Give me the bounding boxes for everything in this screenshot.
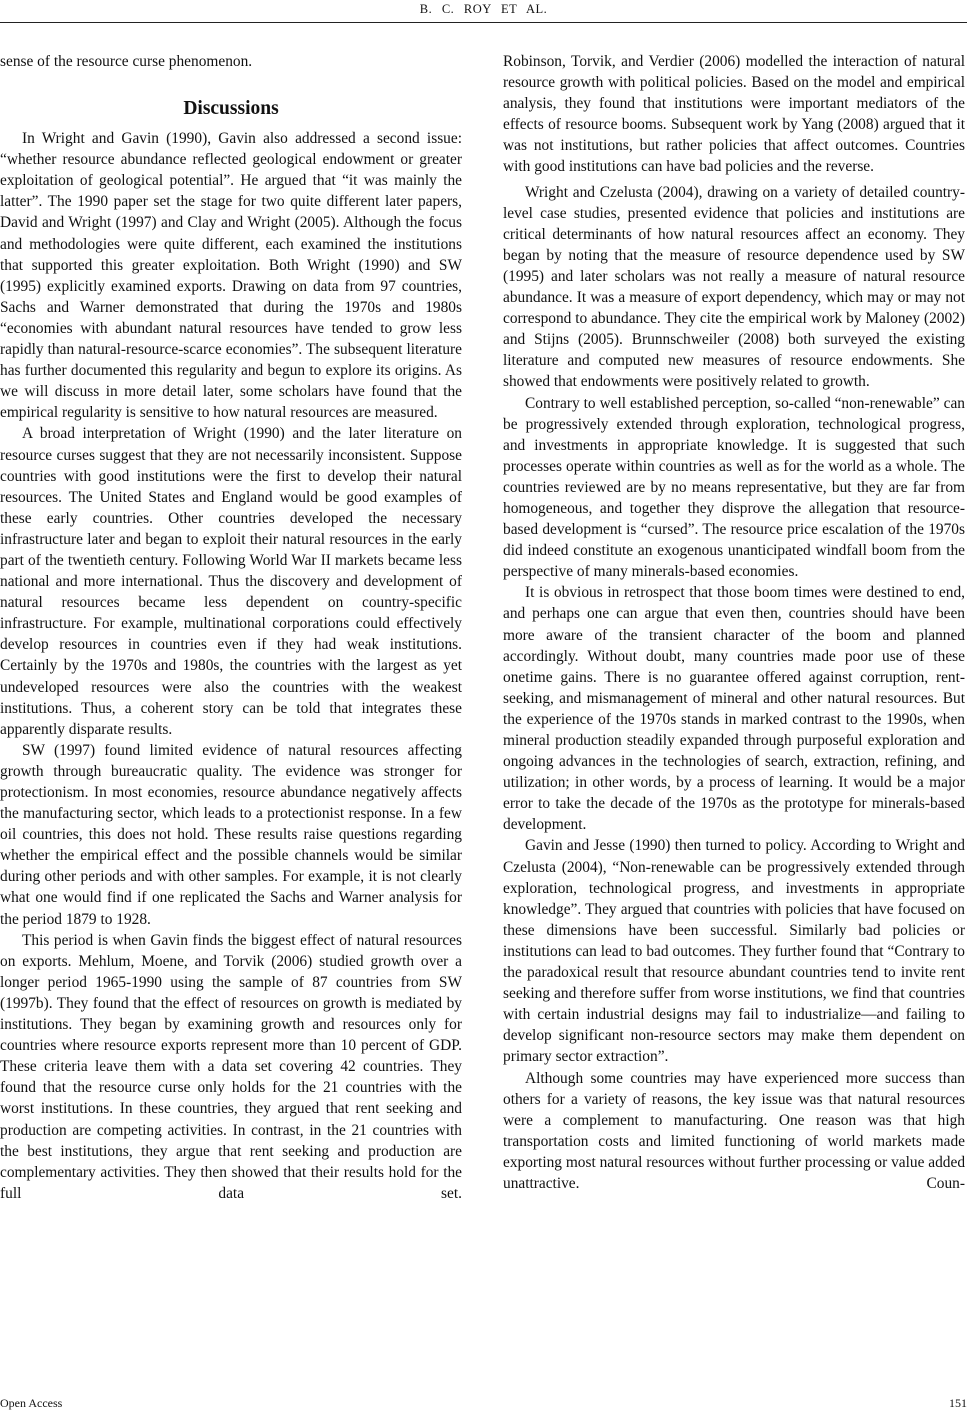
paragraph: SW (1997) found limited evidence of natural resources affecting growth through bureaucratic quality. The evidence was stronger for protectionism. In most economies, resource abundance negatively affects the manufacturing sector, which leads to a protectionist response. In a few oil countries, this does not hold. These results raise questions regarding whether the empirical effect and the possible channels would be similar during other periods and with other samples. For example, it is not clearly what one would find if one replicated the Sachs and Warner analysis for the period 1879 to 1928. [0, 741, 462, 928]
opening-line: sense of the resource curse phenomenon. [0, 53, 253, 70]
paragraph: In Wright and Gavin (1990), Gavin also addressed a second issue: “whether resource abundance reflected geological endowment or greater exploitation of geological potential”. He argued that “it was mainly the latter”. The 1990 paper set the stage for two quite different later papers, David and Wright (1997) and Clay and Wright (2005). Although the focus and methodologies were quite different, each examined the institutions that supported this greater exploitation. Both Wright (1990) and SW (1995) explicitly examined exports. Drawing on data from 97 countries, Sachs and Warner demonstrated that during the 1970s and 1980s “economies with abundant natural resources have tended to grow less rapidly than natural-resource-scarce economies”. The subsequent literature has further documented this regularity and begun to explore its origins. As we will discuss in more detail later, some scholars have found that the empirical regularity is sensitive to how natural resources are measured. [0, 130, 462, 422]
section-heading: Discussions [183, 98, 279, 120]
paragraph: This period is when Gavin finds the biggest effect of natural resources on exports. Mehlum, Moene, and Torvik (2006) studied growth over a longer period 1965-1990 using the sample of 87 countries from SW (1997b). They found that the effect of resources on growth is mediated by institutions. They began by examining growth and resources only for countries where resource exports represent more than 10 percent of GDP. These criteria leave them with a data set covering 42 countries. They found that the resource curse only holds for the 21 countries with the worst institutions. In these countries, they argued that rent seeking and production are competing activities. In contrast, in the 21 countries with the best institutions, they argue that rent seeking and production are complementary activities. They then showed that their results hold for the full data set. [0, 931, 462, 1202]
paragraph: Contrary to well established perception, so-called “non-renewable” can be progressively extended through exploration, technological progress, and investments in appropriate knowledge. It is suggested that such processes operate within countries as well as for the world as a whole. The countries reviewed are by no means representative, but they are far from homogeneous, and together they disprove the allegation that resource-based development is “cursed”. The resource price escalation of the 1970s did indeed constitute an exogenous unanticipated windfall boom from the perspective of many minerals-based economies. [503, 394, 965, 581]
page-number: 151 [949, 1396, 967, 1410]
paragraph: It is obvious in retrospect that those boom times were destined to end, and perhaps one can argue that even then, countries should have been more aware of the transient character of the boom and planned accordingly. Without doubt, many countries made poor use of these onetime gains. There is no guarantee offered against corruption, rent-seeking, and mismanagement of mineral and other natural resources. But the experience of the 1970s stands in marked contrast to the 1990s, when mineral production steadily expanded through purposeful exploration and ongoing advances in the technologies of search, extraction, refining, and utilization; in other words, by a process of learning. It would be a major error to take the decade of the 1970s as the prototype for minerals-based development. [503, 584, 965, 834]
paragraph: A broad interpretation of Wright (1990) and the later literature on resource curses suggest that they are not necessarily inconsistent. Suppose countries with good institutions were the first to develop their natural resources. The United States and England would be good examples of these early countries. Other countries developed the necessary infrastructure later and began to exploit their natural resources in the early part of the twentieth century. Following World War II markets became less national and more international. Thus the discovery and development of natural resources became less dependent on country-specific infrastructure. For example, multinational corporations could effectively develop resources in countries even if they had weak institutions. Certainly by the 1970s and 1980s, the countries with the largest as yet undeveloped resources were also the countries with the weakest institutions. Thus, a coherent story can be told that integrates these apparently disparate results. [0, 425, 462, 738]
paragraph: Although some countries may have experienced more success than others for a variety of reasons, the key issue was that natural resources were a complement to manufacturing. One reason was that high transportation costs and limited functioning of world markets made exporting most natural resources without further processing or value added unattractive. Coun- [503, 1069, 966, 1192]
paragraph: Wright and Czelusta (2004), drawing on a variety of detailed country-level case studies, presented evidence that policies and institutions are critical determinants of how natural resources affect an economy. They began by noting that the measure of resource dependence used by SW (1995) and later scholars was not really a measure of natural resource abundance. It was a measure of export dependency, which may or may not correspond to abundance. They cite the empirical work by Maloney (2002) and Stijns (2005). Brunnschweiler (2008) both surveyed the existing literature and computed new measures of resource endowments. She showed that endowments were positively related to growth. [503, 183, 965, 391]
left-column [0, 51, 462, 1204]
running-head: B. C. ROY ET AL. [419, 2, 548, 16]
paragraph: Gavin and Jesse (1990) then turned to policy. According to Wright and Czelusta (2004), “Non-renewable can be progressively extended through exploration, technological progress, and investments in appropriate knowledge”. They argued that countries with policies that have focused on these dimensions have been successful. Similarly bad policies or institutions can lead to bad outcomes. They further found that “Contrary to the paradoxical result that resource abundant countries tend to invite rent seeking and therefore suffer from worse institutions, we find that countries with certain industrial designs may fail to industrialize—and failing to develop significant non-resource sectors may make them dependent on primary sector extraction”. [503, 837, 965, 1066]
right-column [503, 51, 965, 1194]
journal-access-label: Open Access [0, 1396, 63, 1410]
paragraph: Robinson, Torvik, and Verdier (2006) modelled the interaction of natural resource growth with political policies. Based on the model and empirical analysis, they found that institutions were important mediators of the effects of resource booms. Subsequent work by Yang (2008) argued that it was not institutions, but rather policies that affect outcomes. Countries with good institutions can have bad policies and the reverse. [503, 53, 965, 176]
header-rule [0, 22, 967, 23]
